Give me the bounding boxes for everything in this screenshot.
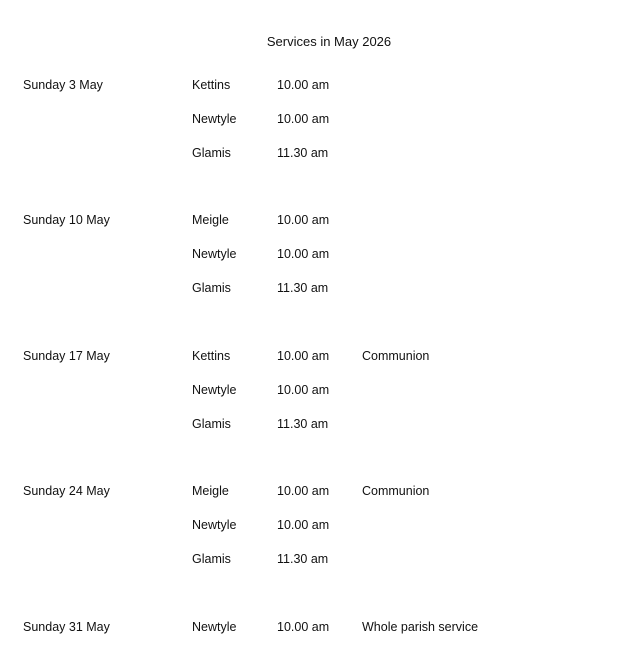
service-note: Communion	[362, 349, 430, 363]
service-location: Newtyle	[192, 112, 237, 126]
service-location: Meigle	[192, 213, 229, 227]
service-location: Newtyle	[192, 518, 237, 532]
service-time: 10.00 am	[277, 78, 330, 92]
service-day: Sunday 31 May	[23, 620, 110, 634]
service-time: 10.00 am	[277, 383, 330, 397]
service-day: Sunday 10 May	[23, 213, 110, 227]
service-location: Glamis	[192, 552, 231, 566]
service-time: 10.00 am	[277, 518, 330, 532]
service-location: Newtyle	[192, 247, 237, 261]
service-time: 11.30 am	[277, 417, 329, 431]
service-time: 10.00 am	[277, 349, 330, 363]
service-note: Whole parish service	[362, 620, 479, 634]
service-day: Sunday 3 May	[23, 78, 103, 92]
service-time: 10.00 am	[277, 247, 330, 261]
service-time: 10.00 am	[277, 620, 330, 634]
service-location: Newtyle	[192, 620, 237, 634]
service-time: 11.30 am	[277, 146, 329, 160]
page-title: Services in May 2026	[266, 34, 392, 49]
service-location: Glamis	[192, 281, 231, 295]
service-time: 11.30 am	[277, 281, 329, 295]
service-time: 11.30 am	[277, 552, 329, 566]
service-location: Kettins	[192, 349, 231, 363]
service-note: Communion	[362, 484, 430, 498]
service-location: Newtyle	[192, 383, 237, 397]
service-location: Glamis	[192, 417, 231, 431]
service-location: Meigle	[192, 484, 229, 498]
service-location: Kettins	[192, 78, 231, 92]
service-time: 10.00 am	[277, 213, 330, 227]
service-day: Sunday 17 May	[23, 349, 110, 363]
service-time: 10.00 am	[277, 484, 330, 498]
service-location: Glamis	[192, 146, 231, 160]
service-time: 10.00 am	[277, 112, 330, 126]
service-day: Sunday 24 May	[23, 484, 110, 498]
